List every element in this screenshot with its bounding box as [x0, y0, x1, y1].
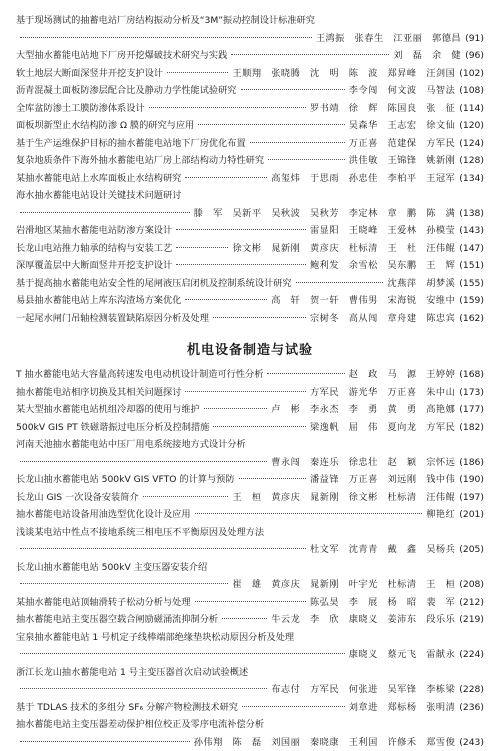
toc-entry-page: (128) — [459, 152, 484, 170]
toc-entry-line — [16, 716, 484, 734]
toc-entry-title: 浙江长龙山抽水蓄能电站 1 号主变压器首次启动试验概述 — [16, 664, 248, 682]
toc-entry-page: (102) — [459, 65, 484, 83]
dot-leader — [20, 212, 190, 213]
toc-entry-authors: 雷显阳 王晓峰 王爱林 孙模莹 — [310, 222, 455, 240]
dot-leader — [167, 72, 228, 73]
toc-entry[interactable] — [16, 524, 484, 559]
toc-entry-page: (197) — [459, 489, 484, 507]
toc-entry-line — [16, 205, 484, 223]
toc-entry-line — [16, 292, 484, 310]
toc-entry-authors: 康晓义 蔡元飞 雷献永 — [349, 646, 456, 664]
dot-leader — [20, 548, 306, 549]
toc-entry[interactable] — [16, 187, 484, 222]
dot-leader — [20, 583, 228, 584]
toc-entry-page: (151) — [459, 257, 484, 275]
toc-entry-title: 大型抽水蓄能电站地下厂房开挖爆破技术研究与实践 — [16, 47, 227, 65]
toc-entry-authors: 滕 军 吴新平 吴秋波 吴秋芳 李定林 章 鹏 陈 满 — [194, 205, 456, 223]
dot-leader — [213, 317, 306, 318]
toc-entry-title: 某大型抽水蓄能电站机组冷却器的使用与维护 — [16, 401, 200, 419]
toc-entry-page: (228) — [459, 681, 484, 699]
toc-entry-page: (147) — [459, 240, 484, 258]
toc-entry-line — [16, 489, 484, 507]
toc-entry-line — [16, 12, 484, 30]
toc-entry[interactable] — [16, 366, 484, 384]
toc-entry-page: (162) — [459, 310, 484, 328]
toc-entry-title: 一起尾水闸门吊轴检测装置缺陷原因分析及处理 — [16, 310, 209, 328]
toc-entry-authors: 宗树冬 高从闯 章舟建 陈忠宾 — [310, 310, 455, 328]
toc-entry-line — [16, 541, 484, 559]
toc-entry-line — [16, 135, 484, 153]
dot-leader — [213, 426, 306, 427]
toc-entry-page: (168) — [459, 366, 484, 384]
toc-entry-authors: 方军民 游光华 万正喜 朱中山 — [310, 384, 455, 402]
toc-entry-page: (114) — [459, 100, 484, 118]
toc-entry-title: 500kV GIS PT 铁磁谐振过电压分析及控制措施 — [16, 419, 209, 437]
toc-entry[interactable] — [16, 611, 484, 629]
toc-entry-line — [16, 152, 484, 170]
dot-leader — [267, 373, 344, 374]
toc-entry[interactable] — [16, 222, 484, 240]
toc-entry-page: (190) — [459, 471, 484, 489]
dot-leader — [241, 89, 345, 90]
toc-entry-line — [16, 257, 484, 275]
toc-entry-line — [16, 454, 484, 472]
toc-entry-title: 长龙山抽水蓄能电站 500kV 主变压器安装介绍 — [16, 559, 207, 577]
toc-entry-title: 基于现场测试的抽蓄电站厂房结构振动分析及“3M”振动控制设计标准研究 — [16, 12, 315, 30]
toc-entry-authors: 崔 雄 黄彦庆 晁新刚 叶宇光 杜标清 王 桓 — [232, 576, 455, 594]
toc-entry-title: 基于提高抽水蓄能电站安全性的尾闸液压启闭机及控制系统设计研究 — [16, 275, 292, 293]
dot-leader — [176, 264, 306, 265]
toc-entry[interactable] — [16, 436, 484, 471]
toc-entry[interactable] — [16, 384, 484, 402]
dot-leader — [296, 282, 384, 283]
toc-entry-authors: 吴森华 王志宏 徐文仙 — [349, 117, 456, 135]
toc-entry-title: 抽水蓄能电站主变压器差动保护相位校正及零序电流补偿分析 — [16, 716, 264, 734]
toc-entry[interactable] — [16, 65, 484, 83]
toc-entry-line — [16, 275, 484, 293]
toc-entry-line — [16, 47, 484, 65]
toc-entry-page: (138) — [459, 205, 484, 223]
toc-entry-title: 岩滑地区某抽水蓄能电站防渗方案设计 — [16, 222, 172, 240]
toc-entry-title: 面板坝新型止水结构防渗 Ω 膜的研究与应用 — [16, 117, 194, 135]
toc-entry-line — [16, 734, 484, 751]
toc-entry-title: 长龙山电站推力轴承的结构与安装工艺 — [16, 240, 172, 258]
toc-entry[interactable] — [16, 716, 484, 751]
toc-entry-title: T 抽水蓄能电站大容量高转速发电电动机设计制造可行性分析 — [16, 366, 263, 384]
toc-entry[interactable] — [16, 135, 484, 153]
toc-entry-authors: 刘章进 郑标杨 张明清 — [349, 699, 456, 717]
toc-entry-line — [16, 646, 484, 664]
toc-entry-line — [16, 240, 484, 258]
toc-entry[interactable] — [16, 401, 484, 419]
toc-entry-page: (182) — [459, 419, 484, 437]
toc-entry-authors: 梁逸帆 屈 伟 夏向龙 方军民 — [310, 419, 455, 437]
toc-entry-authors: 卢 彬 李永杰 李 勇 黄 勇 高艳娜 — [271, 401, 455, 419]
toc-entry-line — [16, 82, 484, 100]
dot-leader — [204, 408, 267, 409]
toc-entry[interactable] — [16, 489, 484, 507]
toc-entry-authors: 万正喜 范建保 方军民 — [349, 135, 456, 153]
toc-entry-authors: 沈燕萍 胡梦溪 — [387, 275, 455, 293]
toc-entry-authors: 布志付 方军民 何张进 吴军锋 李栋梁 — [271, 681, 455, 699]
toc-entry[interactable] — [16, 471, 484, 489]
toc-entry-title: 沥青混凝土面板防渗层配合比及静动力学性能试验研究 — [16, 82, 237, 100]
toc-entry[interactable] — [16, 100, 484, 118]
toc-entry[interactable] — [16, 664, 484, 699]
dot-leader — [149, 107, 306, 108]
dot-leader — [20, 741, 190, 742]
toc-entry-authors: 王顺翔 张晓腾 沈 明 陈 波 郑昇峰 汪剑国 — [232, 65, 455, 83]
toc-list-electromechanical — [16, 366, 484, 751]
toc-entry-page: (96) — [465, 47, 484, 65]
toc-entry-authors: 鲍利发 余雪松 吴东鹏 王 辉 — [310, 257, 455, 275]
toc-entry-title: 海水抽水蓄能电站设计关键技术问题研讨 — [16, 187, 181, 205]
toc-entry[interactable] — [16, 257, 484, 275]
toc-entry-page: (134) — [459, 170, 484, 188]
toc-entry-page: (173) — [459, 384, 484, 402]
toc-entry-line — [16, 594, 484, 612]
toc-entry[interactable] — [16, 310, 484, 328]
dot-leader — [176, 229, 306, 230]
dot-leader — [20, 653, 345, 654]
toc-entry-page: (124) — [459, 135, 484, 153]
dot-leader — [195, 513, 423, 514]
dot-leader — [176, 247, 228, 248]
toc-entry-authors: 潘益锋 万正喜 刘远刚 钱中伟 — [310, 471, 455, 489]
dot-leader — [239, 478, 306, 479]
toc-entry-line — [16, 559, 484, 577]
toc-entry-line — [16, 30, 484, 48]
toc-entry-page: (205) — [459, 541, 484, 559]
toc-entry-title: 抽水蓄能电站相序切换及其相关问题探讨 — [16, 384, 181, 402]
toc-entry-page: (212) — [459, 594, 484, 612]
toc-entry[interactable] — [16, 117, 484, 135]
toc-entry-title: 基于 TDLAS 技术的多组分 SF₆ 分解产物检测技术研究 — [16, 699, 238, 717]
toc-entry-line — [16, 576, 484, 594]
dot-leader — [20, 688, 267, 689]
dot-leader — [20, 37, 312, 38]
toc-entry[interactable] — [16, 82, 484, 100]
toc-entry-title: 复杂地质条件下海外抽水蓄能电站厂房上部结构动力特性研究 — [16, 152, 264, 170]
toc-entry[interactable] — [16, 240, 484, 258]
toc-entry-page: (201) — [459, 506, 484, 524]
toc-entry-title: 河南天池抽水蓄能电站中压厂用电系统接地方式设计分析 — [16, 436, 246, 454]
toc-entry[interactable] — [16, 292, 484, 310]
dot-leader — [20, 461, 267, 462]
toc-entry-line — [16, 419, 484, 437]
toc-entry-page: (219) — [459, 611, 484, 629]
toc-entry-line — [16, 100, 484, 118]
toc-entry-line — [16, 65, 484, 83]
dot-leader — [231, 54, 389, 55]
toc-entry-page: (108) — [459, 82, 484, 100]
dot-leader — [242, 706, 345, 707]
toc-entry[interactable] — [16, 47, 484, 65]
toc-entry-line — [16, 664, 484, 682]
toc-entry-page: (224) — [459, 646, 484, 664]
toc-entry-line — [16, 506, 484, 524]
toc-entry-line — [16, 629, 484, 647]
toc-entry[interactable] — [16, 152, 484, 170]
toc-entry-line — [16, 384, 484, 402]
toc-entry-title: 某抽水蓄能电站上水库面板止水结构研究 — [16, 170, 181, 188]
toc-entry-title: 深厚覆盖层中大断面竖井开挖支护设计 — [16, 257, 172, 275]
toc-entry-line — [16, 611, 484, 629]
toc-entry-title: 抽水蓄能电站设备用油选型优化设计及应用 — [16, 506, 191, 524]
toc-entry-authors: 洪佳敏 王锦锋 姚新刚 — [349, 152, 456, 170]
section-title: 机电设备制造与试验 — [16, 339, 484, 358]
toc-entry-authors: 赵 政 马 源 王婷婷 — [349, 366, 456, 384]
toc-entry-line — [16, 366, 484, 384]
toc-entry-title: 抽水蓄能电站主变压器空载合闸励磁涌流抑制分析 — [16, 611, 218, 629]
toc-entry-line — [16, 436, 484, 454]
toc-entry-line — [16, 681, 484, 699]
toc-entry[interactable] — [16, 594, 484, 612]
toc-entry-authors: 王 桓 黄彦庆 晁新刚 徐文彬 杜标清 汪伟鲲 — [232, 489, 455, 507]
toc-entry-authors: 高 轩 贺一轩 曹伟男 宋海锐 安维中 — [271, 292, 455, 310]
toc-entry-line — [16, 524, 484, 542]
dot-leader — [185, 299, 267, 300]
toc-entry-title: 浅谈某电站中性点不接地系统三相电压不平衡原因及处理方法 — [16, 524, 264, 542]
toc-entry[interactable] — [16, 506, 484, 524]
toc-entry-title: 软土地层大断面深竖井开挖支护设计 — [16, 65, 163, 83]
toc-entry[interactable] — [16, 12, 484, 47]
toc-entry-authors: 罗书靖 徐 辉 陈国良 张 征 — [310, 100, 455, 118]
toc-entry-authors: 杜文军 沈青青 戴 鑫 吴杨兵 — [310, 541, 455, 559]
toc-entry[interactable] — [16, 170, 484, 188]
toc-entry-line — [16, 187, 484, 205]
dot-leader — [198, 124, 344, 125]
toc-entry-title: 基于生产运维保护目标的抽水蓄能电站地下厂房优化布置 — [16, 135, 246, 153]
toc-entry-page: (159) — [459, 292, 484, 310]
dot-leader — [268, 159, 345, 160]
dot-leader — [185, 391, 306, 392]
toc-entry-page: (91) — [465, 30, 484, 48]
toc-entry-title: 全库盆防渗土工膜防渗体系设计 — [16, 100, 145, 118]
dot-leader — [195, 601, 306, 602]
toc-entry-authors: 曹永闯 秦连乐 徐忠壮 赵 颖 宗怀远 — [271, 454, 455, 472]
toc-entry[interactable] — [16, 699, 484, 717]
toc-entry-authors: 李令闯 何文波 马智法 — [349, 82, 456, 100]
toc-entry-authors: 高玺炜 于思雨 孙忠佳 李柏平 王冠军 — [271, 170, 455, 188]
toc-entry-authors: 王鸿振 张春生 江亚丽 郭德昌 — [316, 30, 461, 48]
toc-entry-page: (186) — [459, 454, 484, 472]
toc-entry[interactable] — [16, 629, 484, 664]
toc-entry-line — [16, 222, 484, 240]
toc-entry[interactable] — [16, 559, 484, 594]
dot-leader — [250, 142, 345, 143]
toc-entry-title: 宝泉抽水蓄能电站 1 号机定子线棒端部绝缘垫块松动原因分析及处理 — [16, 629, 294, 647]
toc-entry[interactable] — [16, 419, 484, 437]
toc-entry-title: 长龙山抽水蓄能电站 500kV GIS VFTO 的计算与预防 — [16, 471, 235, 489]
toc-entry-authors: 陈弘昊 李 展 杨 昭 裴 军 — [310, 594, 455, 612]
toc-entry-line — [16, 170, 484, 188]
toc-entry-authors: 柳艳红 — [426, 506, 455, 524]
toc-entry-line — [16, 117, 484, 135]
toc-entry-line — [16, 401, 484, 419]
toc-entry-title: 易县抽水蓄能电站上库东沟渣场方案优化 — [16, 292, 181, 310]
toc-entry-page: (120) — [459, 117, 484, 135]
toc-entry-title: 某抽水蓄能电站顶轴滑转子松动分析与处理 — [16, 594, 191, 612]
toc-entry-page: (177) — [459, 401, 484, 419]
toc-entry-authors: 徐文彬 晁新刚 黄彦庆 杜标清 王 杜 汪伟鲲 — [232, 240, 455, 258]
toc-entry-line — [16, 310, 484, 328]
toc-entry-title: 长龙山 GIS 一次设备安装简介 — [16, 489, 139, 507]
toc-list-civil — [16, 12, 484, 327]
toc-entry-page: (243) — [459, 734, 484, 751]
toc-entry-line — [16, 471, 484, 489]
toc-entry-authors: 牛云龙 李 欣 康晓义 姜沛东 段乐乐 — [271, 611, 455, 629]
toc-entry-page: (236) — [459, 699, 484, 717]
toc-entry-line — [16, 699, 484, 717]
dot-leader — [185, 177, 267, 178]
toc-entry-page: (208) — [459, 576, 484, 594]
dot-leader — [143, 496, 229, 497]
toc-entry[interactable] — [16, 275, 484, 293]
toc-entry-authors: 孙伟翔 陈 磊 刘国丽 秦晓康 王利国 许修禾 郑雪俊 — [194, 734, 456, 751]
toc-entry-page: (143) — [459, 222, 484, 240]
toc-entry-page: (155) — [459, 275, 484, 293]
dot-leader — [222, 618, 267, 619]
toc-entry-authors: 刘 磊 余 健 — [393, 47, 461, 65]
